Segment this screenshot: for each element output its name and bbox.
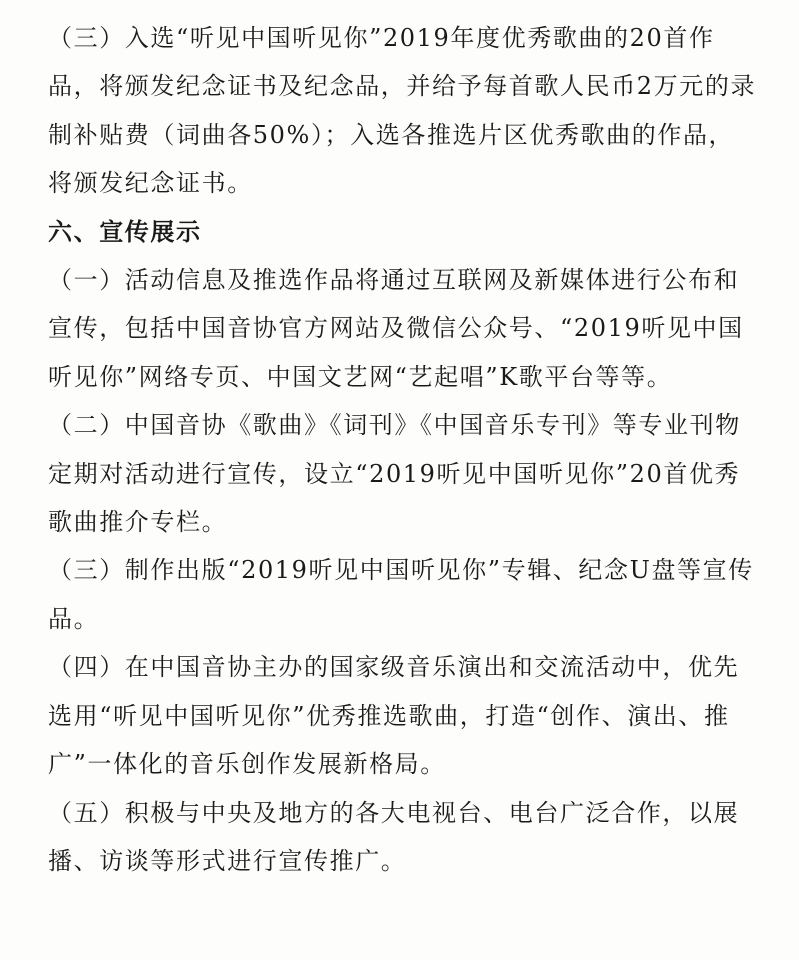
item-4-performance-promotion: （四）在中国音协主办的国家级音乐演出和交流活动中，优先选用“听见中国听见你”优秀推选歌曲，打造“创作、演出、推广”一体化的音乐创作发展新格局。: [48, 653, 740, 779]
item-5-media-cooperation: （五）积极与中央及地方的各大电视台、电台广泛合作，以展播、访谈等形式进行宣传推广。: [48, 798, 740, 875]
section-6-heading: 六、宣传展示: [48, 216, 202, 246]
item-3-album-production: （三）制作出版“2019听见中国听见你”专辑、纪念U盘等宣传品。: [48, 556, 754, 633]
item-3-selection-reward: （三）入选“听见中国听见你”2019年度优秀歌曲的20首作品，将颁发纪念证书及纪念品，并给予每首歌人民币2万元的录制补贴费（词曲各50%）；入选各推选片区优秀歌曲的作品，将颁发纪念证书。: [48, 24, 757, 198]
item-1-online-publicity: （一）活动信息及推选作品将通过互联网及新媒体进行公布和宣传，包括中国音协官方网站及微信公众号、“2019听见中国听见你”网络专页、中国文艺网“艺起唱”K歌平台等等。: [48, 266, 744, 391]
item-2-journal-publicity: （二）中国音协《歌曲》《词刊》《中国音乐专刊》等专业刊物定期对活动进行宣传，设立“2019听见中国听见你”20首优秀歌曲推介专栏。: [48, 411, 741, 537]
